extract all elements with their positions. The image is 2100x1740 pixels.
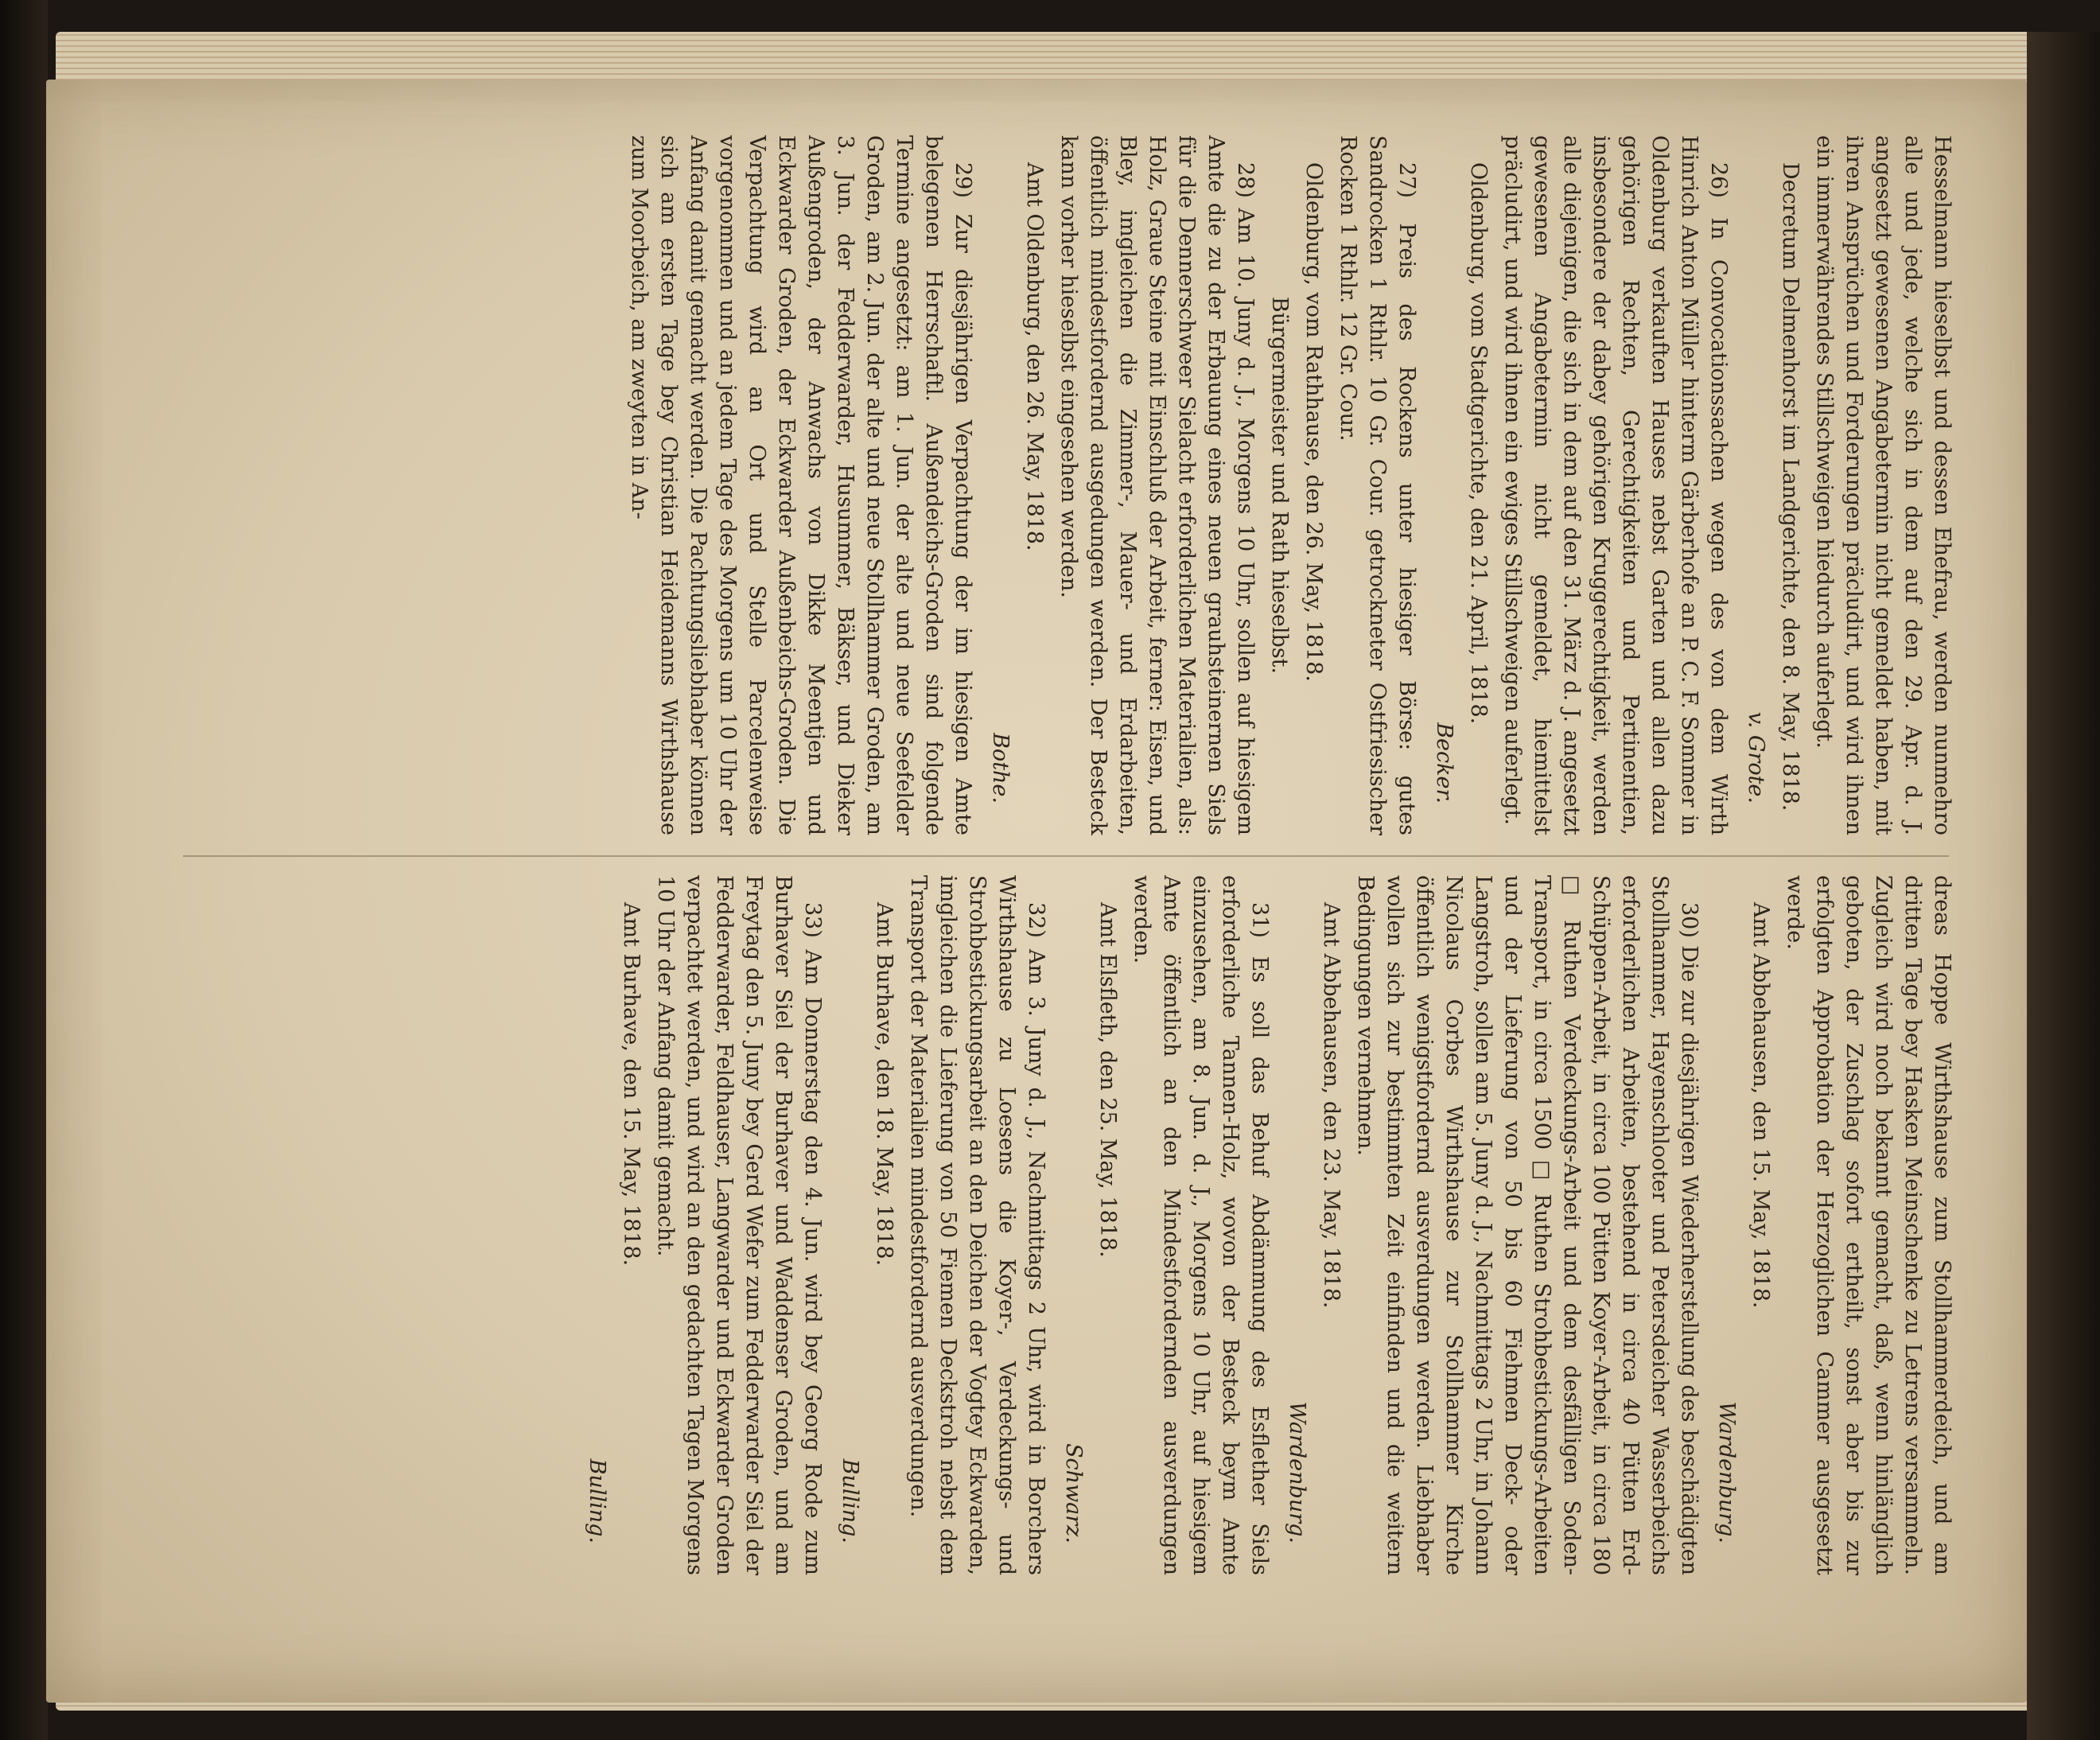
signature: Bürgermeister und Rath hieselbst. xyxy=(1267,296,1292,675)
dateline: Oldenburg, vom Rathhause, den 26. May, 1818. xyxy=(1301,162,1326,682)
paragraph: 27) Preis des Rockens unter hiesiger Börse: gutes Sandrocken 1 Rthlr. 10 Gr. Cour. getrockneter Ostfriesischer Rocken 1 Rthlr. 12 Gr. Cour. xyxy=(1336,135,1419,835)
signature: Bothe. xyxy=(988,733,1013,804)
column-divider xyxy=(183,855,1949,857)
dateline: Amt Abbehausen, den 23. May, 1818. xyxy=(1319,902,1344,1309)
paragraph: Hesselmann hieselbst und dessen Ehefrau, werden nunmehro alle und jede, welche sich in dem auf den 29. Apr. d. J. angesetzt gewesenen Angabetermin nicht gemeldet haben, mit ihren Ansprüchen und Forderungen präcludirt, und wird ihnen ein immerwährendes Stillschweigen hiedurch auferlegt. xyxy=(1812,135,1954,835)
right-column xyxy=(175,875,1957,1575)
dateline: Amt Burhave, den 18. May, 1818. xyxy=(872,902,896,1267)
paragraph: 31) Es soll das Behuf Abdämmung des Esflether Siels erforderliche Tannen-Holz, wovon der Besteck beym Amte einzusehen, am 8. Jun. d. J., Morgens 10 Uhr, auf hiesigem Amte öffentlich an den Mindestfordernden ausverdungen werden. xyxy=(1130,875,1272,1575)
dateline: Amt Oldenburg, den 26. May, 1818. xyxy=(1022,162,1047,551)
signature: Becker. xyxy=(1432,722,1456,804)
signature: v. Grote. xyxy=(1744,711,1768,804)
paragraph: 28) Am 10. Juny d. J., Morgens 10 Uhr, sollen auf hiesigem Amte die zu der Erbauung eines neuen grauhsteinernen Siels für die Dennerschweer Sielacht erforderlichen Materialien, als: Holz, Graue Steine mit Einschluß der Arbeit, ferner: Eisen, und Bley, imgleichen die Zimmer-, Mauer- und Erdarbeiten, öffentlich mindestfordernd ausgedungen werden. Der Besteck kann vorher hieselbst eingesehen werden. xyxy=(1056,135,1258,835)
rotated-text-block xyxy=(143,111,1957,1607)
paragraph: 26) In Convocationssachen wegen des von dem Wirth Hinrich Anton Müller hinterm Gärberhofe an P. C. F. Sommer in Oldenburg verkauften Hauses nebst Garten und allen dazu gehörigen Rechten, Gerechtigkeiten und Pertinentien, insbesondere der dabey gehörigen Kruggerechtigkeit, werden alle diejenigen, die sich in dem auf den 31. März d. J. angesetzt gewesenen Angabetermin nicht gemeldet, hiemittelst präcludirt, und wird ihnen ein ewiges Stillschweigen auferlegt. xyxy=(1500,135,1731,835)
dateline: Amt Burhave, den 15. May, 1818. xyxy=(619,902,644,1267)
signature: Bulling. xyxy=(585,1458,609,1543)
dateline: Amt Elsfleth, den 25. May, 1818. xyxy=(1095,902,1120,1258)
signature: Bulling. xyxy=(838,1458,862,1543)
dateline: Oldenburg, vom Stadtgerichte, den 21. April, 1818. xyxy=(1466,162,1491,725)
signature: Schwarz. xyxy=(1061,1443,1086,1543)
paragraph: 32) Am 3. Juny d. J., Nachmittags 2 Uhr, wird in Borchers Wirthshause zu Loesens die Koyer-, Verdeckungs- und Strohbestickungsarbeit an den Deichen der Vogtey Eckwarden, imgleichen die Lieferung von 50 Fiemen Deckstroh nebst dem Transport der Materialien mindestfordernd ausverdungen. xyxy=(906,875,1048,1575)
left-column xyxy=(175,135,1957,835)
book-gutter xyxy=(2027,32,2100,1740)
dateline: Decretum Delmenhorst im Landgerichte, den 8. May, 1818. xyxy=(1778,162,1802,812)
paragraph: 30) Die zur diesjährigen Wiederherstellung des beschädigten Stollhammer, Hayenschlooter und Petersdeicher Wasserbeichs erforderlichen Arbeiten, bestehend in circa 40 Pütten Erd-Schüppen-Arbeit, in circa 100 Pütten Koyer-Arbeit, in circa 180 □ Ruthen Verdeckungs-Arbeit und dem desfälligen Soden-Transport, in circa 1500 □ Ruthen Strohbestickungs-Arbeiten und der Lieferung von 50 bis 60 Fiehmen Deck- oder Langstroh, sollen am 5. Juny d. J., Nachmittags 2 Uhr, in Johann Nicolaus Corbes Wirthshause zur Stollhammer Kirche öffentlich wenigstfordernd ausverdungen werden. Liebhaber wollen sich zur bestimmten Zeit einfinden und die weitern Bedingungen vernehmen. xyxy=(1353,875,1701,1575)
paragraph: dreas Hoppe Wirthshause zum Stollhammerdeich, und am dritten Tage bey Hasken Meinschenke zu Letrens versammeln. Zugleich wird noch bekannt gemacht, daß, wenn hinlänglich geboten, der Zuschlag sofort ertheilt, sonst aber bis zur erfolgten Approbation der Herzoglichen Cammer ausgesetzt werde. xyxy=(1783,875,1954,1575)
paragraph: 29) Zur diesjährigen Verpachtung der im hiesigen Amte belegenen Herrschaftl. Außendeichs-Groden sind folgende Termine angesetzt: am 1. Jun. der alte und neue Seefelder Groden, am 2. Jun. der alte und neue Stollhammer Groden, am 3. Jun. der Fedderwarder, Husummer, Bäkser, und Dieker Außengroden, der Anwachs von Dikke Meentjen und Eckwarder Groden, der Eckwarder Außenbeichs-Groden. Die Verpachtung wird an Ort und Stelle Parcelenweise vorgenommen und an jedem Tage des Morgens um 10 Uhr der Anfang damit gemacht werden. Die Pachtungsliebhaber können sich am ersten Tage bey Christian Heidemanns Wirthshause zum Moorbeich, am zweyten in An- xyxy=(627,135,975,835)
signature: Wardenburg. xyxy=(1285,1401,1309,1543)
signature: Wardenburg. xyxy=(1714,1401,1739,1543)
dateline: Amt Abbehausen, den 15. May, 1818. xyxy=(1748,902,1773,1309)
left-page-shadow xyxy=(0,0,48,1740)
paragraph: 33) Am Donnerstag den 4. Jun. wird bey Georg Rode zum Burhaver Siel der Burhaver und Waddenser Groden, und am Freytag den 5. Juny bey Gerd Wefer zum Fedderwarder Siel der Fedderwarder, Feldhauser, Langwarder und Eckwarder Groden verpachtet werden, und wird an den gedachten Tagen Morgens 10 Uhr der Anfang damit gemacht. xyxy=(653,875,825,1575)
